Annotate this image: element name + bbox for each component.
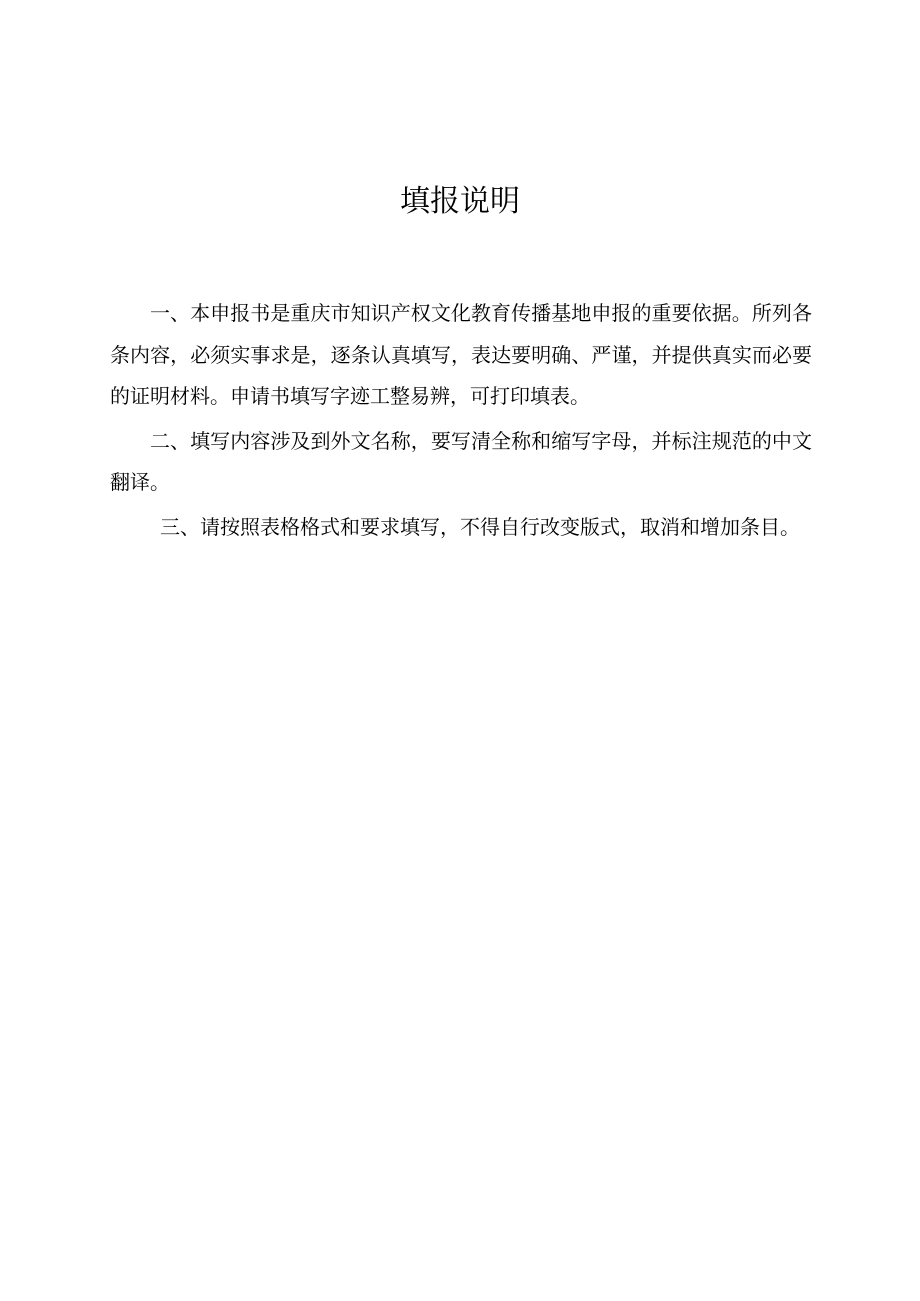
document-title: 填报说明	[400, 184, 520, 219]
instruction-paragraph-3: 三、请按照表格格式和要求填写，不得自行改变版式，取消和增加条目。	[160, 514, 800, 539]
instructions-body	[110, 293, 812, 548]
instruction-paragraph-2: 二、填写内容涉及到外文名称，要写清全称和缩写字母，并标注规范的中文翻译。	[110, 428, 812, 494]
instruction-paragraph-1: 一、本申报书是重庆市知识产权文化教育传播基地申报的重要依据。所列各条内容，必须实事求是，逐条认真填写，表达要明确、严谨，并提供真实而必要的证明材料。申请书填写字迹工整易辨，可打印填表。	[110, 301, 812, 408]
